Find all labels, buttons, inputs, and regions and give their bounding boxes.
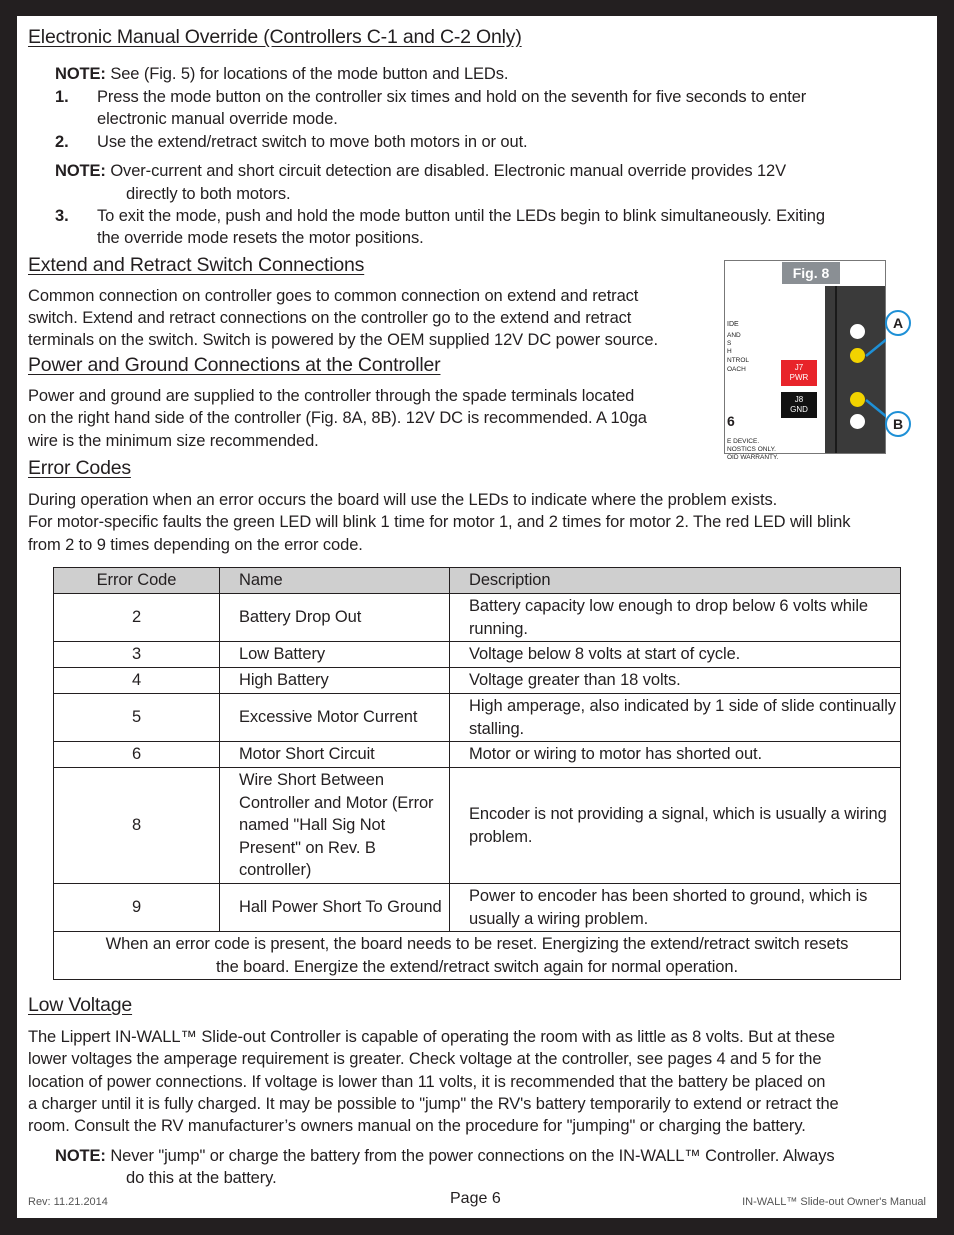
step-number: 1.	[55, 88, 69, 106]
callout-lines	[724, 260, 886, 454]
page	[17, 16, 937, 1218]
page-number: Page 6	[450, 1190, 501, 1207]
error-code: 5	[54, 694, 220, 742]
board-warning-2: NOSTICS ONLY.	[727, 446, 776, 453]
error-description: Voltage below 8 volts at start of cycle.	[450, 642, 901, 668]
error-description: Motor or wiring to motor has shorted out.	[450, 742, 901, 768]
step2-text: Use the extend/retract switch to move both motors in or out.	[97, 133, 528, 151]
error-description: High amperage, also indicated by 1 side of slide continually stalling.	[450, 694, 901, 742]
override-heading: Electronic Manual Override (Controllers C-1 and C-2 Only)	[28, 26, 522, 48]
override-note1	[55, 63, 508, 86]
j7-label: J7	[794, 363, 804, 372]
figure-label: Fig. 8	[782, 262, 840, 284]
column-header-name: Name	[220, 568, 450, 594]
override-note2	[55, 160, 786, 183]
table-row	[54, 884, 901, 932]
power-line3: wire is the minimum size recommended.	[28, 432, 319, 450]
step1-line2: electronic manual override mode.	[97, 110, 338, 128]
power-line2: on the right hand side of the controller (Fig. 8A, 8B). 12V DC is recommended. A 10ga	[28, 409, 647, 427]
error-code: 6	[54, 742, 220, 768]
switch-line3: terminals on the switch. Switch is powered by the OEM supplied 12V DC power source.	[28, 331, 658, 349]
note-label: NOTE:	[55, 65, 106, 83]
table-row	[54, 594, 901, 642]
table-header-row	[54, 568, 901, 594]
table-row	[54, 694, 901, 742]
error-name: Excessive Motor Current	[220, 694, 450, 742]
error-heading: Error Codes	[28, 457, 131, 479]
error-code-table	[53, 567, 901, 980]
gnd-label: GND	[790, 405, 808, 414]
board-label-4: H	[727, 348, 732, 355]
callout-b: B	[885, 411, 911, 437]
board-warning-3: OID WARRANTY.	[727, 454, 779, 461]
low-voltage-note-line2: do this at the battery.	[126, 1169, 277, 1187]
board-label-1: IDE	[727, 321, 739, 328]
note-text: Never "jump" or charge the battery from the power connections on the IN-WALL™ Controller. Always	[110, 1147, 835, 1165]
error-line3: from 2 to 9 times depending on the error code.	[28, 536, 363, 554]
callout-a: A	[885, 310, 911, 336]
board-label-2: AND	[727, 332, 741, 339]
low-voltage-line1: The Lippert IN-WALL™ Slide-out Controller is capable of operating the room with as little as 8 volts. But at these	[28, 1028, 835, 1046]
board-label-6: OACH	[727, 366, 746, 373]
error-code: 2	[54, 594, 220, 642]
error-name: Battery Drop Out	[220, 594, 450, 642]
column-header-description: Description	[450, 568, 901, 594]
error-line2: For motor-specific faults the green LED will blink 1 time for motor 1, and 2 times for motor 2. The red LED will blink	[28, 513, 851, 531]
note-text: See (Fig. 5) for locations of the mode button and LEDs.	[110, 65, 509, 83]
error-description: Voltage greater than 18 volts.	[450, 668, 901, 694]
error-name: Low Battery	[220, 642, 450, 668]
table-row	[54, 742, 901, 768]
error-name: High Battery	[220, 668, 450, 694]
table-row	[54, 668, 901, 694]
power-heading: Power and Ground Connections at the Controller	[28, 354, 441, 376]
error-code: 9	[54, 884, 220, 932]
table-footer-row	[54, 932, 901, 980]
table-footer-note	[54, 932, 901, 980]
error-name: Hall Power Short To Ground	[220, 884, 450, 932]
revision-date: Rev: 11.21.2014	[28, 1196, 108, 1208]
low-voltage-line3: location of power connections. If voltage is lower than 11 volts, it is recommended that the battery be placed on	[28, 1073, 826, 1091]
board-label-3: S	[727, 340, 732, 347]
error-description: Encoder is not providing a signal, which is usually a wiring problem.	[450, 768, 901, 884]
board-number: 6	[727, 413, 735, 429]
table-row	[54, 642, 901, 668]
board-label-5: NTROL	[727, 357, 750, 364]
error-description: Battery capacity low enough to drop below 6 volts while running.	[450, 594, 901, 642]
low-voltage-line4: a charger until it is fully charged. It may be possible to "jump" the RV's battery temporarily to extend or retract the	[28, 1095, 839, 1113]
note-text: Over-current and short circuit detection are disabled. Electronic manual override provides 12V	[110, 162, 787, 180]
low-voltage-note	[55, 1145, 835, 1168]
column-header-code: Error Code	[54, 568, 220, 594]
pwr-label: PWR	[789, 373, 809, 382]
step-number: 3.	[55, 207, 69, 225]
switch-line1: Common connection on controller goes to common connection on extend and retract	[28, 287, 639, 305]
power-line1: Power and ground are supplied to the controller through the spade terminals located	[28, 387, 635, 405]
note-label: NOTE:	[55, 1147, 106, 1165]
note2-line2: directly to both motors.	[126, 185, 291, 203]
low-voltage-line5: room. Consult the RV manufacturer’s owners manual on the procedure for "jumping" or charging the battery.	[28, 1117, 806, 1135]
error-name: Motor Short Circuit	[220, 742, 450, 768]
step3-line1: To exit the mode, push and hold the mode button until the LEDs begin to blink simultaneously. Exiting	[97, 207, 825, 225]
table-row	[54, 768, 901, 884]
step1-line1: Press the mode button on the controller six times and hold on the seventh for five seconds to enter	[97, 88, 807, 106]
error-code: 8	[54, 768, 220, 884]
error-line1: During operation when an error occurs the board will use the LEDs to indicate where the problem exists.	[28, 491, 778, 509]
switch-heading: Extend and Retract Switch Connections	[28, 254, 365, 276]
table-footer-line1: When an error code is present, the board needs to be reset. Energizing the extend/retract switch resets	[105, 935, 849, 953]
j8-label: J8	[794, 395, 804, 404]
error-code: 3	[54, 642, 220, 668]
board-warning-1: E DEVICE.	[727, 438, 760, 445]
figure-8	[724, 260, 886, 461]
step-number: 2.	[55, 133, 69, 151]
note-label: NOTE:	[55, 162, 106, 180]
error-code: 4	[54, 668, 220, 694]
low-voltage-heading: Low Voltage	[28, 994, 133, 1016]
error-description: Power to encoder has been shorted to ground, which is usually a wiring problem.	[450, 884, 901, 932]
switch-line2: switch. Extend and retract connections on the controller go to the extend and retract	[28, 309, 632, 327]
manual-title: IN-WALL™ Slide-out Owner's Manual	[742, 1196, 926, 1208]
low-voltage-line2: lower voltages the amperage requirement is greater. Check voltage at the controller, see pages 4 and 5 for the	[28, 1050, 822, 1068]
table-footer-line2: the board. Energize the extend/retract switch again for normal operation.	[216, 957, 738, 976]
error-name: Wire Short Between Controller and Motor (Error named "Hall Sig Not Present" on Rev. B controller)	[220, 768, 450, 884]
step3-line2: the override mode resets the motor positions.	[97, 229, 424, 247]
